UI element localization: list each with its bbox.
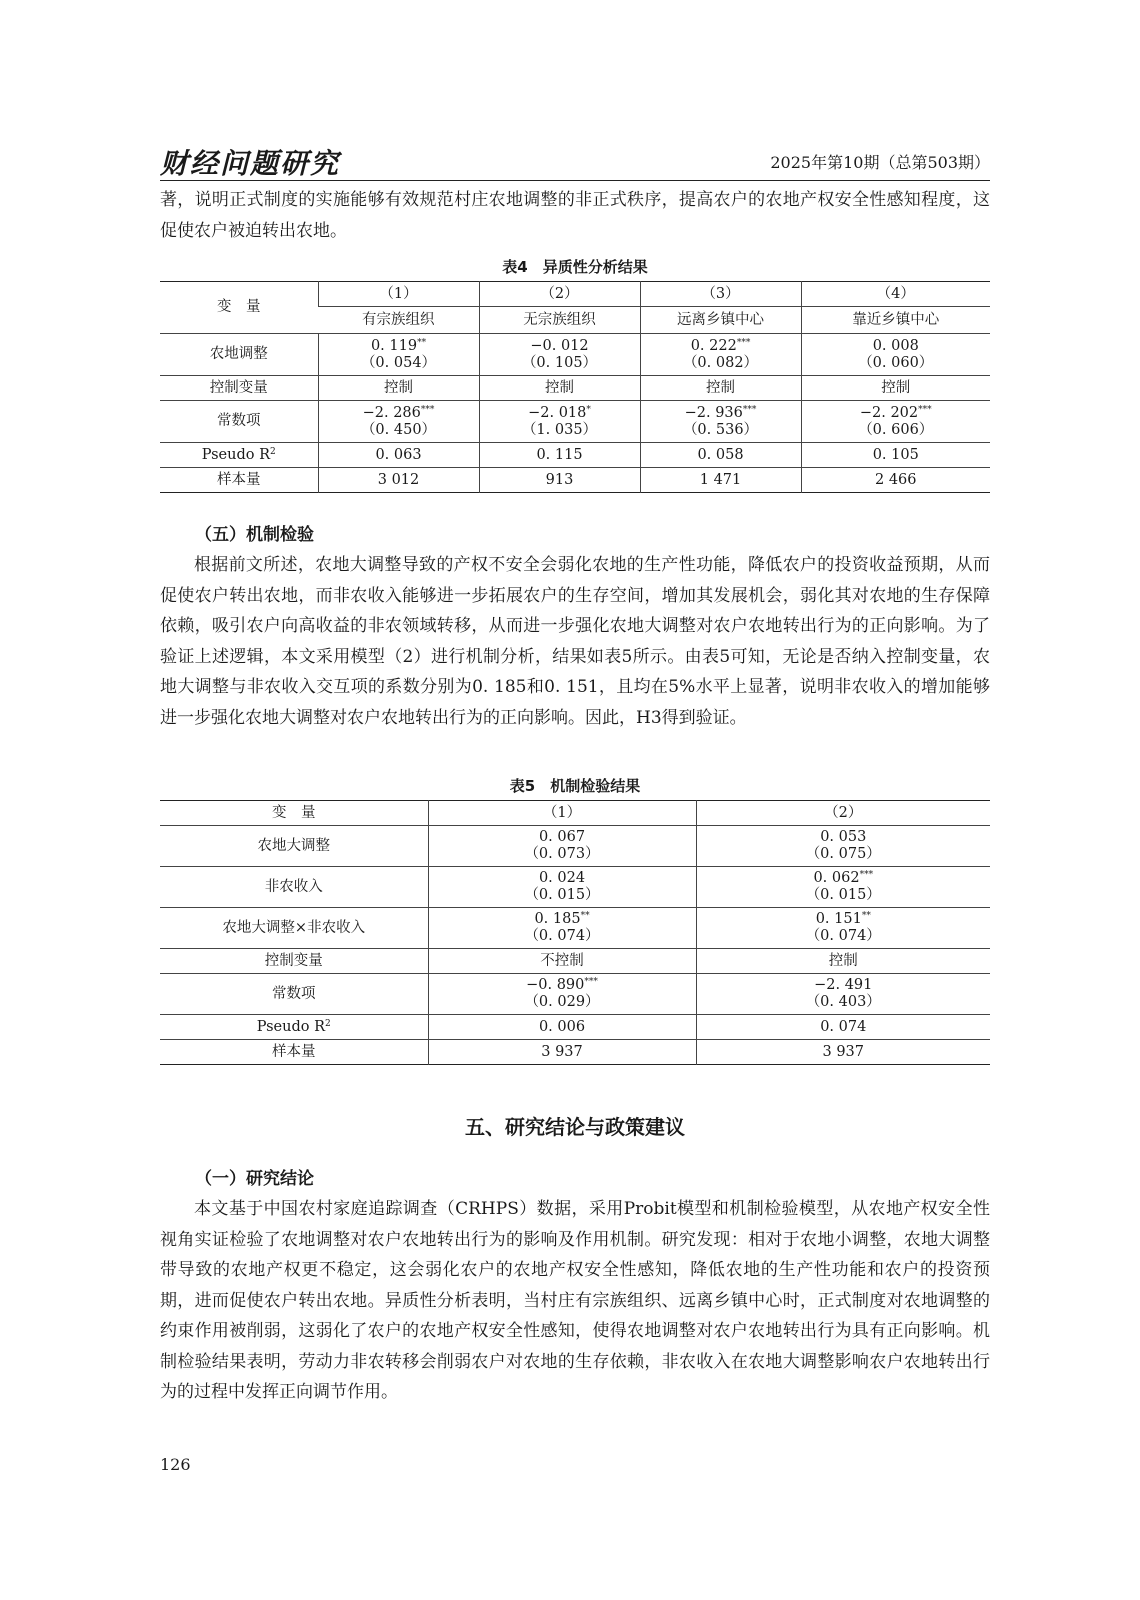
row-label: 非农收入 [160,867,428,908]
table-cell: 控制 [479,376,640,401]
row-label: 常数项 [160,401,318,443]
table-row [160,376,990,401]
table-cell: −2. 018* （1. 035） [479,401,640,443]
table-cell: 0. 105 [801,443,990,468]
table-cell: 0. 006 [428,1015,696,1040]
row-label: 常数项 [160,974,428,1015]
table5-colnum: （2） [696,801,990,826]
row-label: 农地调整 [160,334,318,376]
running-header [160,140,990,181]
table-cell: 3 012 [318,468,479,493]
table-cell: −2. 936*** （0. 536） [640,401,801,443]
table-row [160,949,990,974]
table5-title: 表5 机制检验结果 [509,777,641,795]
table-cell: −0. 890*** （0. 029） [428,974,696,1015]
row-label: 农地大调整×非农收入 [160,908,428,949]
table-cell: 0. 008 （0. 060） [801,334,990,376]
table-cell: 0. 063 [318,443,479,468]
table4-col-label: 有宗族组织 [318,307,479,334]
section5-heading: 五、研究结论与政策建议 [465,1115,685,1139]
table5-var-header: 变 量 [272,804,316,821]
table-cell: −2. 202*** （0. 606） [801,401,990,443]
table-cell: 0. 067 （0. 073） [428,826,696,867]
issue-info: 2025年第10期（总第503期） [770,153,990,172]
table-row [160,468,990,493]
table-row [160,443,990,468]
table-row [160,334,990,376]
table4-colnum: （4） [801,282,990,307]
table-cell: 2 466 [801,468,990,493]
table-cell: 控制 [640,376,801,401]
conclusion-paragraph: 本文基于中国农村家庭追踪调查（CRHPS）数据，采用Probit模型和机制检验模型，从农地产权安全性视角实证检验了农地调整对农户农地转出行为的影响及作用机制。研究发现：相对于农地小调整，农地大调整带导致的农地产权更不稳定，这会弱化农户的农地产权安全性感知，降低农地的生产性功能和农户的投资预期，进而促使农户转出农地。异质性分析表明，当村庄有宗族组织、远离乡镇中心时，正式制度对农地调整的约束作用被削弱，这弱化了农户的农地产权安全性感知，使得农地调整对农户农地转出行为具有正向影响。机制检验结果表明，劳动力非农转移会削弱农户对农地的生存依赖，非农收入在农地大调整影响农户农地转出行为的过程中发挥正向调节作用。 [160,1199,990,1402]
table-cell: 0. 074 [696,1015,990,1040]
table-cell: 0. 053 （0. 075） [696,826,990,867]
row-label: 控制变量 [160,949,428,974]
table-row [160,867,990,908]
table-cell: 913 [479,468,640,493]
table-cell: −0. 012 （0. 105） [479,334,640,376]
table-row [160,826,990,867]
row-label: Pseudo $R^2$ [160,443,318,468]
journal-title: 财经问题研究 [160,147,341,180]
table-cell: 0. 024 （0. 015） [428,867,696,908]
table-cell: 0. 185** （0. 074） [428,908,696,949]
table-cell: 不控制 [428,949,696,974]
table4 [160,281,990,493]
table-cell: 0. 115 [479,443,640,468]
table-row [160,1015,990,1040]
table-cell: 0. 119** （0. 054） [318,334,479,376]
row-label: 样本量 [160,1040,428,1065]
table4-colnum: （3） [640,282,801,307]
table-cell: 控制 [318,376,479,401]
intro-paragraph: 著，说明正式制度的实施能够有效规范村庄农地调整的非正式秩序，提高农户的农地产权安全性感知程度，这促使农户被迫转出农地。 [160,190,990,241]
page-number: 126 [160,1455,191,1474]
table-cell: 0. 151** （0. 074） [696,908,990,949]
table4-col-label: 远离乡镇中心 [640,307,801,334]
table-cell: 1 471 [640,468,801,493]
table4-col-label: 靠近乡镇中心 [801,307,990,334]
row-label: 控制变量 [160,376,318,401]
table4-colnum: （2） [479,282,640,307]
table-cell: 0. 222*** （0. 082） [640,334,801,376]
table-cell: −2. 286*** （0. 450） [318,401,479,443]
row-label: Pseudo $R^2$ [160,1015,428,1040]
table4-var-header: 变 量 [217,299,261,315]
table-cell: 控制 [696,949,990,974]
table-cell: −2. 491 （0. 403） [696,974,990,1015]
conclusion-heading: （一）研究结论 [195,1169,314,1189]
table-cell: 3 937 [696,1040,990,1065]
table5-colnum: （1） [428,801,696,826]
table-cell: 3 937 [428,1040,696,1065]
table4-colnum: （1） [318,282,479,307]
mechanism-paragraph: 根据前文所述，农地大调整导致的产权不安全会弱化农地的生产性功能，降低农户的投资收益预期，从而促使农户转出农地，而非农收入能够进一步拓展农户的生存空间，增加其发展机会，弱化其对农地的生存保障依赖，吸引农户向高收益的非农领域转移，从而进一步强化农地大调整对农户农地转出行为的正向影响。为了验证上述逻辑，本文采用模型（2）进行机制分析，结果如表5所示。由表5可知，无论是否纳入控制变量，农地大调整与非农收入交互项的系数分别为0. 185和0. 151，且均在5%水平上显著，说明非农收入的增加能够进一步强化农地大调整对农户农地转出行为的正向影响。因此，H3得到验证。 [160,555,990,728]
table4-col-label: 无宗族组织 [479,307,640,334]
table-cell: 0. 058 [640,443,801,468]
table-row [160,908,990,949]
table-cell: 0. 062*** （0. 015） [696,867,990,908]
table5 [160,800,990,1065]
row-label: 样本量 [160,468,318,493]
table-row [160,1040,990,1065]
table4-title: 表4 异质性分析结果 [502,258,648,276]
mechanism-heading: （五）机制检验 [195,525,314,545]
table-row [160,974,990,1015]
table-row [160,401,990,443]
row-label: 农地大调整 [160,826,428,867]
table-cell: 控制 [801,376,990,401]
